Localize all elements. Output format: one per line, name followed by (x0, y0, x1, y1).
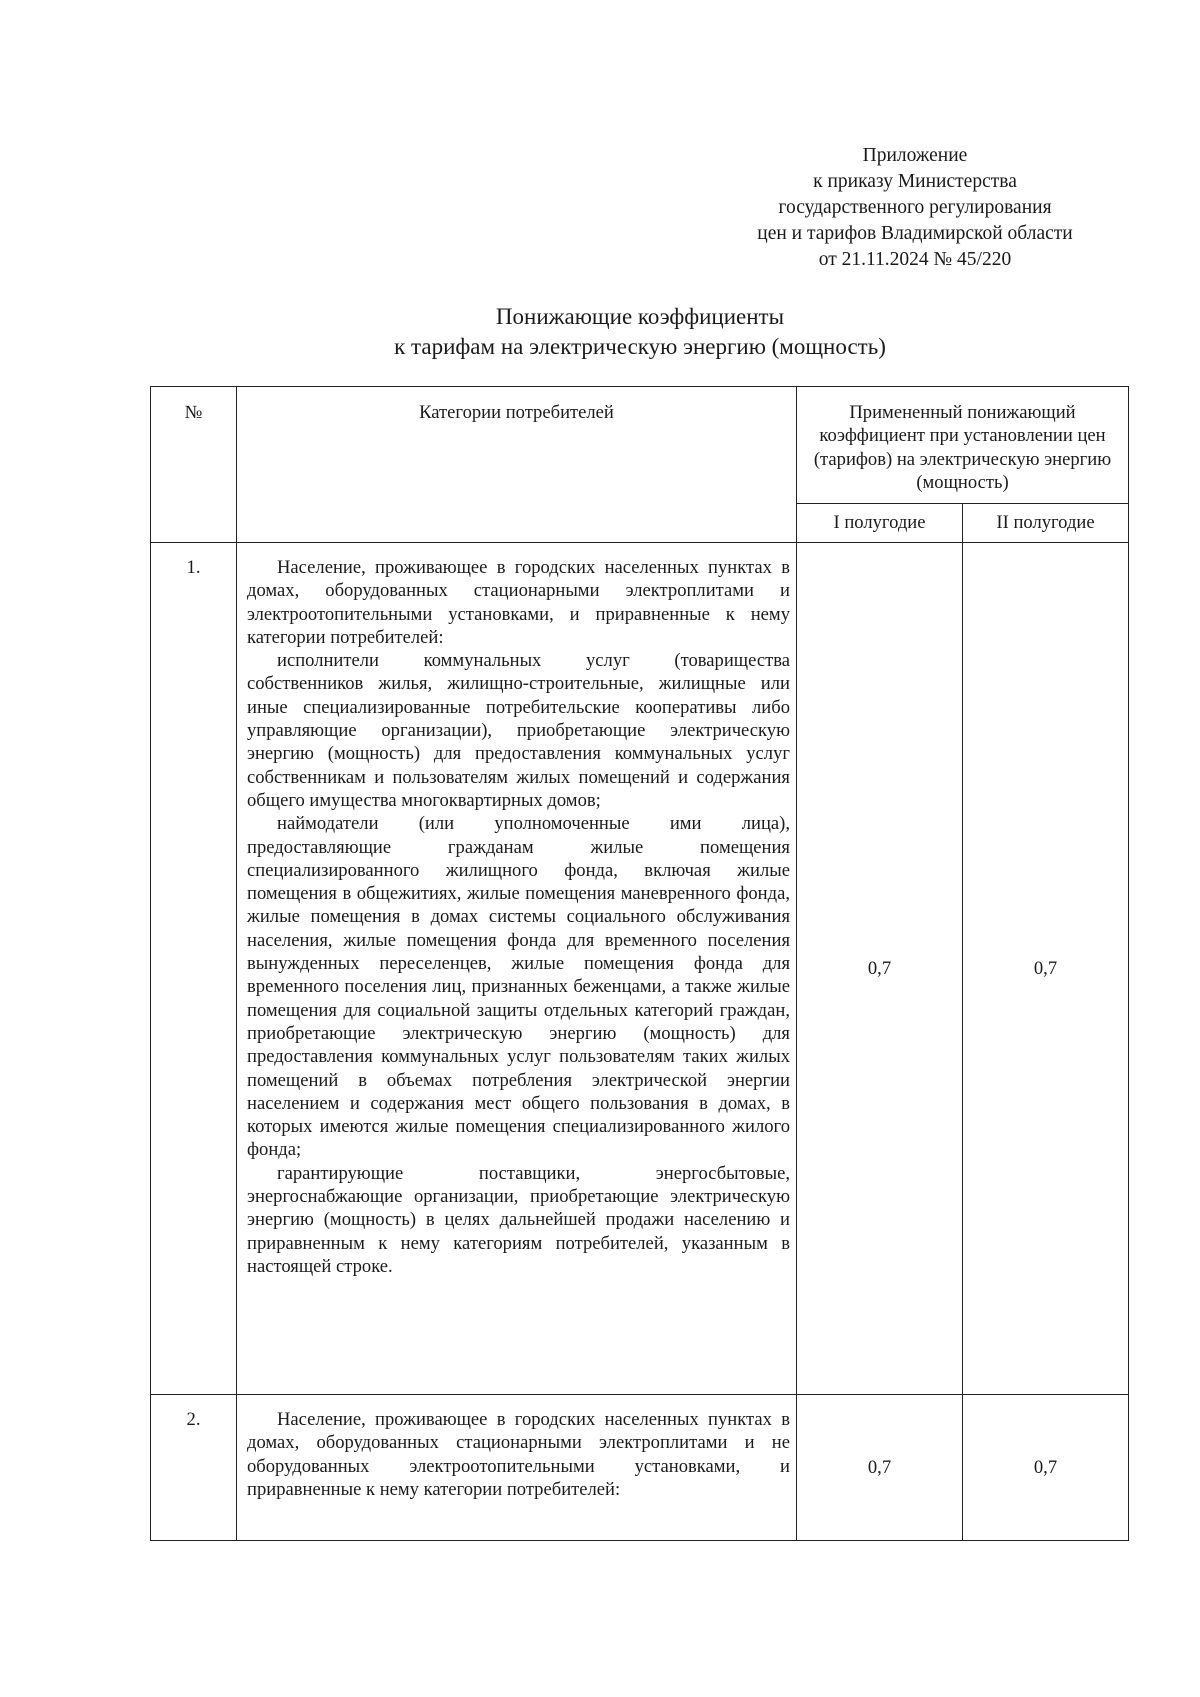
header-category: Категории потребителей (237, 387, 797, 543)
coefficient-half-1: 0,7 (797, 543, 963, 1395)
coefficient-half-1: 0,7 (797, 1395, 963, 1541)
title-line-2: к тарифам на электрическую энергию (мощность) (394, 334, 886, 359)
category-paragraph: наймодатели (или уполномоченные ими лица), предоставляющие гражданам жилые помещения специализированного жилищного фонда, включая жилые помещения в общежитиях, жилые помещения маневренного фонда, жилые помещения в домах системы социального обслуживания населения, жилые помещения фонда для временного поселения вынужденных переселенцев, жилые помещения фонда для временного поселения лиц, признанных беженцами, а также жилые помещения для социальной защиты отдельных категорий граждан, приобретающие электрическую энергию (мощность) для предоставления коммунальных услуг пользователям таких жилых помещений в объемах потребления электрической энергии населением и содержания мест общего пользования в домах, в которых имеются жилые помещения специализированного жилого фонда; (247, 813, 790, 1161)
category-paragraph: исполнители коммунальных услуг (товарищества собственников жилья, жилищно-строительные, жилищные или иные специализированные потребительские кооперативы либо управляющие организации), приобретающие электрическую энергию (мощность) для предоставления коммунальных услуг собственникам и пользователям жилых помещений и содержания общего имущества многоквартирных домов; (247, 650, 790, 811)
row-category (237, 543, 797, 1395)
coefficient-half-2: 0,7 (963, 1395, 1129, 1541)
header-coefficient: Примененный понижающий коэффициент при установлении цен (тарифов) на электрическую энергию (мощность) (797, 387, 1129, 504)
row-number: 2. (151, 1395, 237, 1541)
attachment-line: государственного регулирования (778, 197, 1052, 218)
attachment-block (700, 143, 1130, 273)
category-paragraph: Население, проживающее в городских населенных пунктах в домах, оборудованных стационарными электроплитами и не оборудованных электроотопительными установками, и приравненные к нему категории потребителей: (247, 1409, 790, 1500)
coefficients-table (150, 386, 1129, 1541)
table-row (151, 1395, 1129, 1541)
attachment-line: к приказу Министерства (813, 171, 1017, 192)
title-line-1: Понижающие коэффициенты (495, 304, 785, 329)
table-row (151, 543, 1129, 1395)
header-half-1: I полугодие (797, 504, 963, 543)
header-half-2: II полугодие (963, 504, 1129, 543)
header-number: № (151, 387, 237, 543)
document-title (150, 302, 1130, 362)
table-header-row (151, 387, 1129, 504)
row-number: 1. (151, 543, 237, 1395)
category-paragraph: гарантирующие поставщики, энергосбытовые, энергоснабжающие организации, приобретающие электрическую энергию (мощность) в целях дальнейшей продажи населению и приравненным к нему категориям потребителей, указанным в настоящей строке. (247, 1162, 790, 1277)
row-category (237, 1395, 797, 1541)
coefficient-half-2: 0,7 (963, 543, 1129, 1395)
attachment-line: цен и тарифов Владимирской области (757, 223, 1073, 244)
category-paragraph: Население, проживающее в городских населенных пунктах в домах, оборудованных стационарными электроплитами и электроотопительными установками, и приравненные к нему категории потребителей: (247, 557, 790, 648)
attachment-line: Приложение (862, 145, 968, 166)
attachment-line: от 21.11.2024 № 45/220 (818, 249, 1012, 270)
